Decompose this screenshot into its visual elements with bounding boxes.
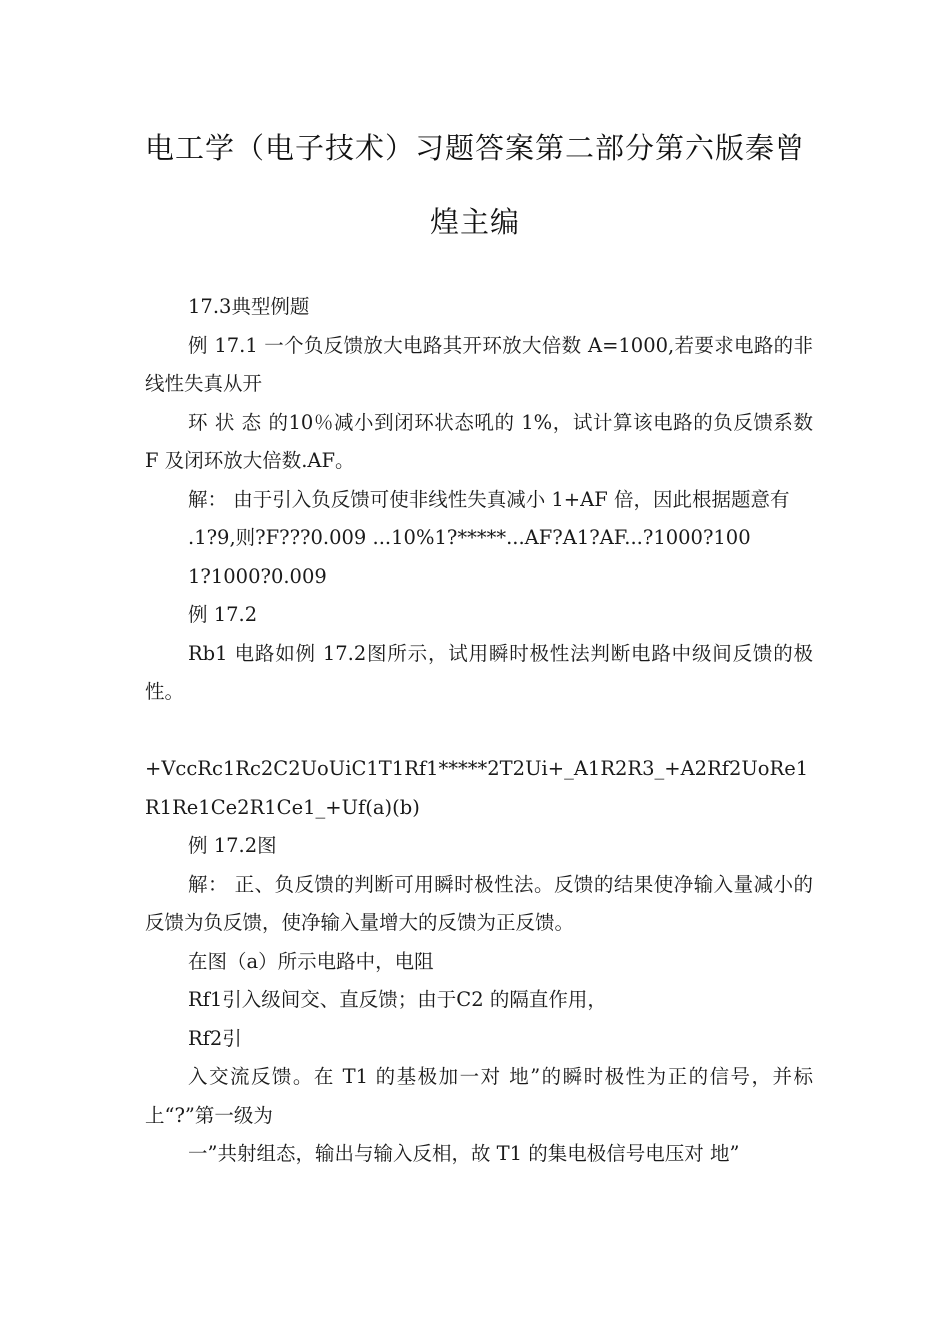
- solution-paragraph: 解： 正、负反馈的判断可用瞬时极性法。反馈的结果使净输入量减小的反馈为负反馈，使净输入量增大的反馈为正反馈。: [145, 872, 813, 934]
- circuit-labels-text: +VccRc1Rc2C2UoUiC1T1Rf1*****2T2Ui+_A1R2R3_+A2Rf2UoRe1R1Re1Ce2R1Ce1_+Uf(a)(b): [145, 757, 809, 819]
- solution-paragraph: 解： 由于引入负反馈可使非线性失真减小 1+AF 倍，因此根据题意有: [188, 487, 790, 511]
- example-paragraph: Rb1 电路如例 17.2图所示，试用瞬时极性法判断电路中级间反馈的极性。: [145, 641, 813, 703]
- example-paragraph: 环 状 态 的10％减小到闭环状态吼的 1%，试计算该电路的负反馈系数 F 及闭环放大倍数.AF。: [145, 410, 813, 472]
- document-title-line-2: 煌主编: [429, 205, 520, 239]
- body-paragraph: 入交流反馈。在 T1 的基极加一对 地”的瞬时极性为正的信号，并标上“?”第一级为: [145, 1065, 813, 1127]
- example-heading: 例 17.2: [188, 603, 258, 626]
- formula-line: 1?1000?0.009: [188, 564, 327, 588]
- formula-line: .1?9,则?F???0.009 ...10%1?*****...AF?A1?AF...?1000?100: [188, 526, 751, 549]
- section-heading: 17.3典型例题: [188, 295, 310, 318]
- spacer: [145, 712, 813, 751]
- body-paragraph: 一”共射组态，输出与输入反相，故 T1 的集电极信号电压对 地”: [188, 1142, 740, 1165]
- figure-caption: 例 17.2图: [188, 834, 277, 857]
- body-paragraph: 在图（a）所示电路中，电阻: [188, 949, 434, 973]
- example-paragraph: 例 17.1 一个负反馈放大电路其开环放大倍数 A=1000,若要求电路的非线性失真从开: [145, 333, 813, 395]
- body-paragraph: Rf1引入级间交、直反馈；由于C2 的隔直作用，: [188, 988, 607, 1011]
- document-body: [145, 288, 813, 1174]
- body-paragraph: Rf2引: [188, 1026, 242, 1050]
- document-title-line-1: 电工学（电子技术）习题答案第二部分第六版秦曾: [144, 131, 805, 165]
